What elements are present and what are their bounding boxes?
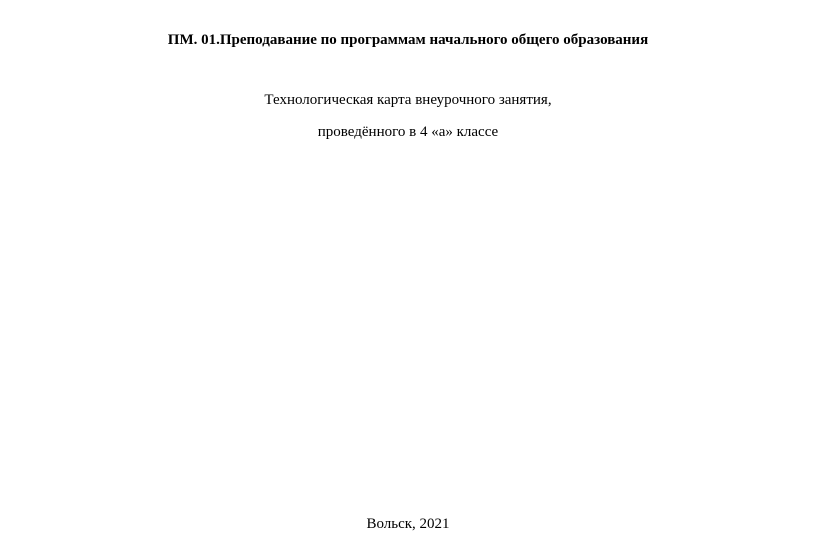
place-and-year: Вольск, 2021 xyxy=(366,516,450,532)
document-subtitle-line-1: Технологическая карта внеурочного занятия, xyxy=(264,92,552,108)
course-title: ПМ. 01.Преподавание по программам начального общего образования xyxy=(167,32,649,48)
document-subtitle-line-2: проведённого в 4 «а» классе xyxy=(317,124,499,140)
